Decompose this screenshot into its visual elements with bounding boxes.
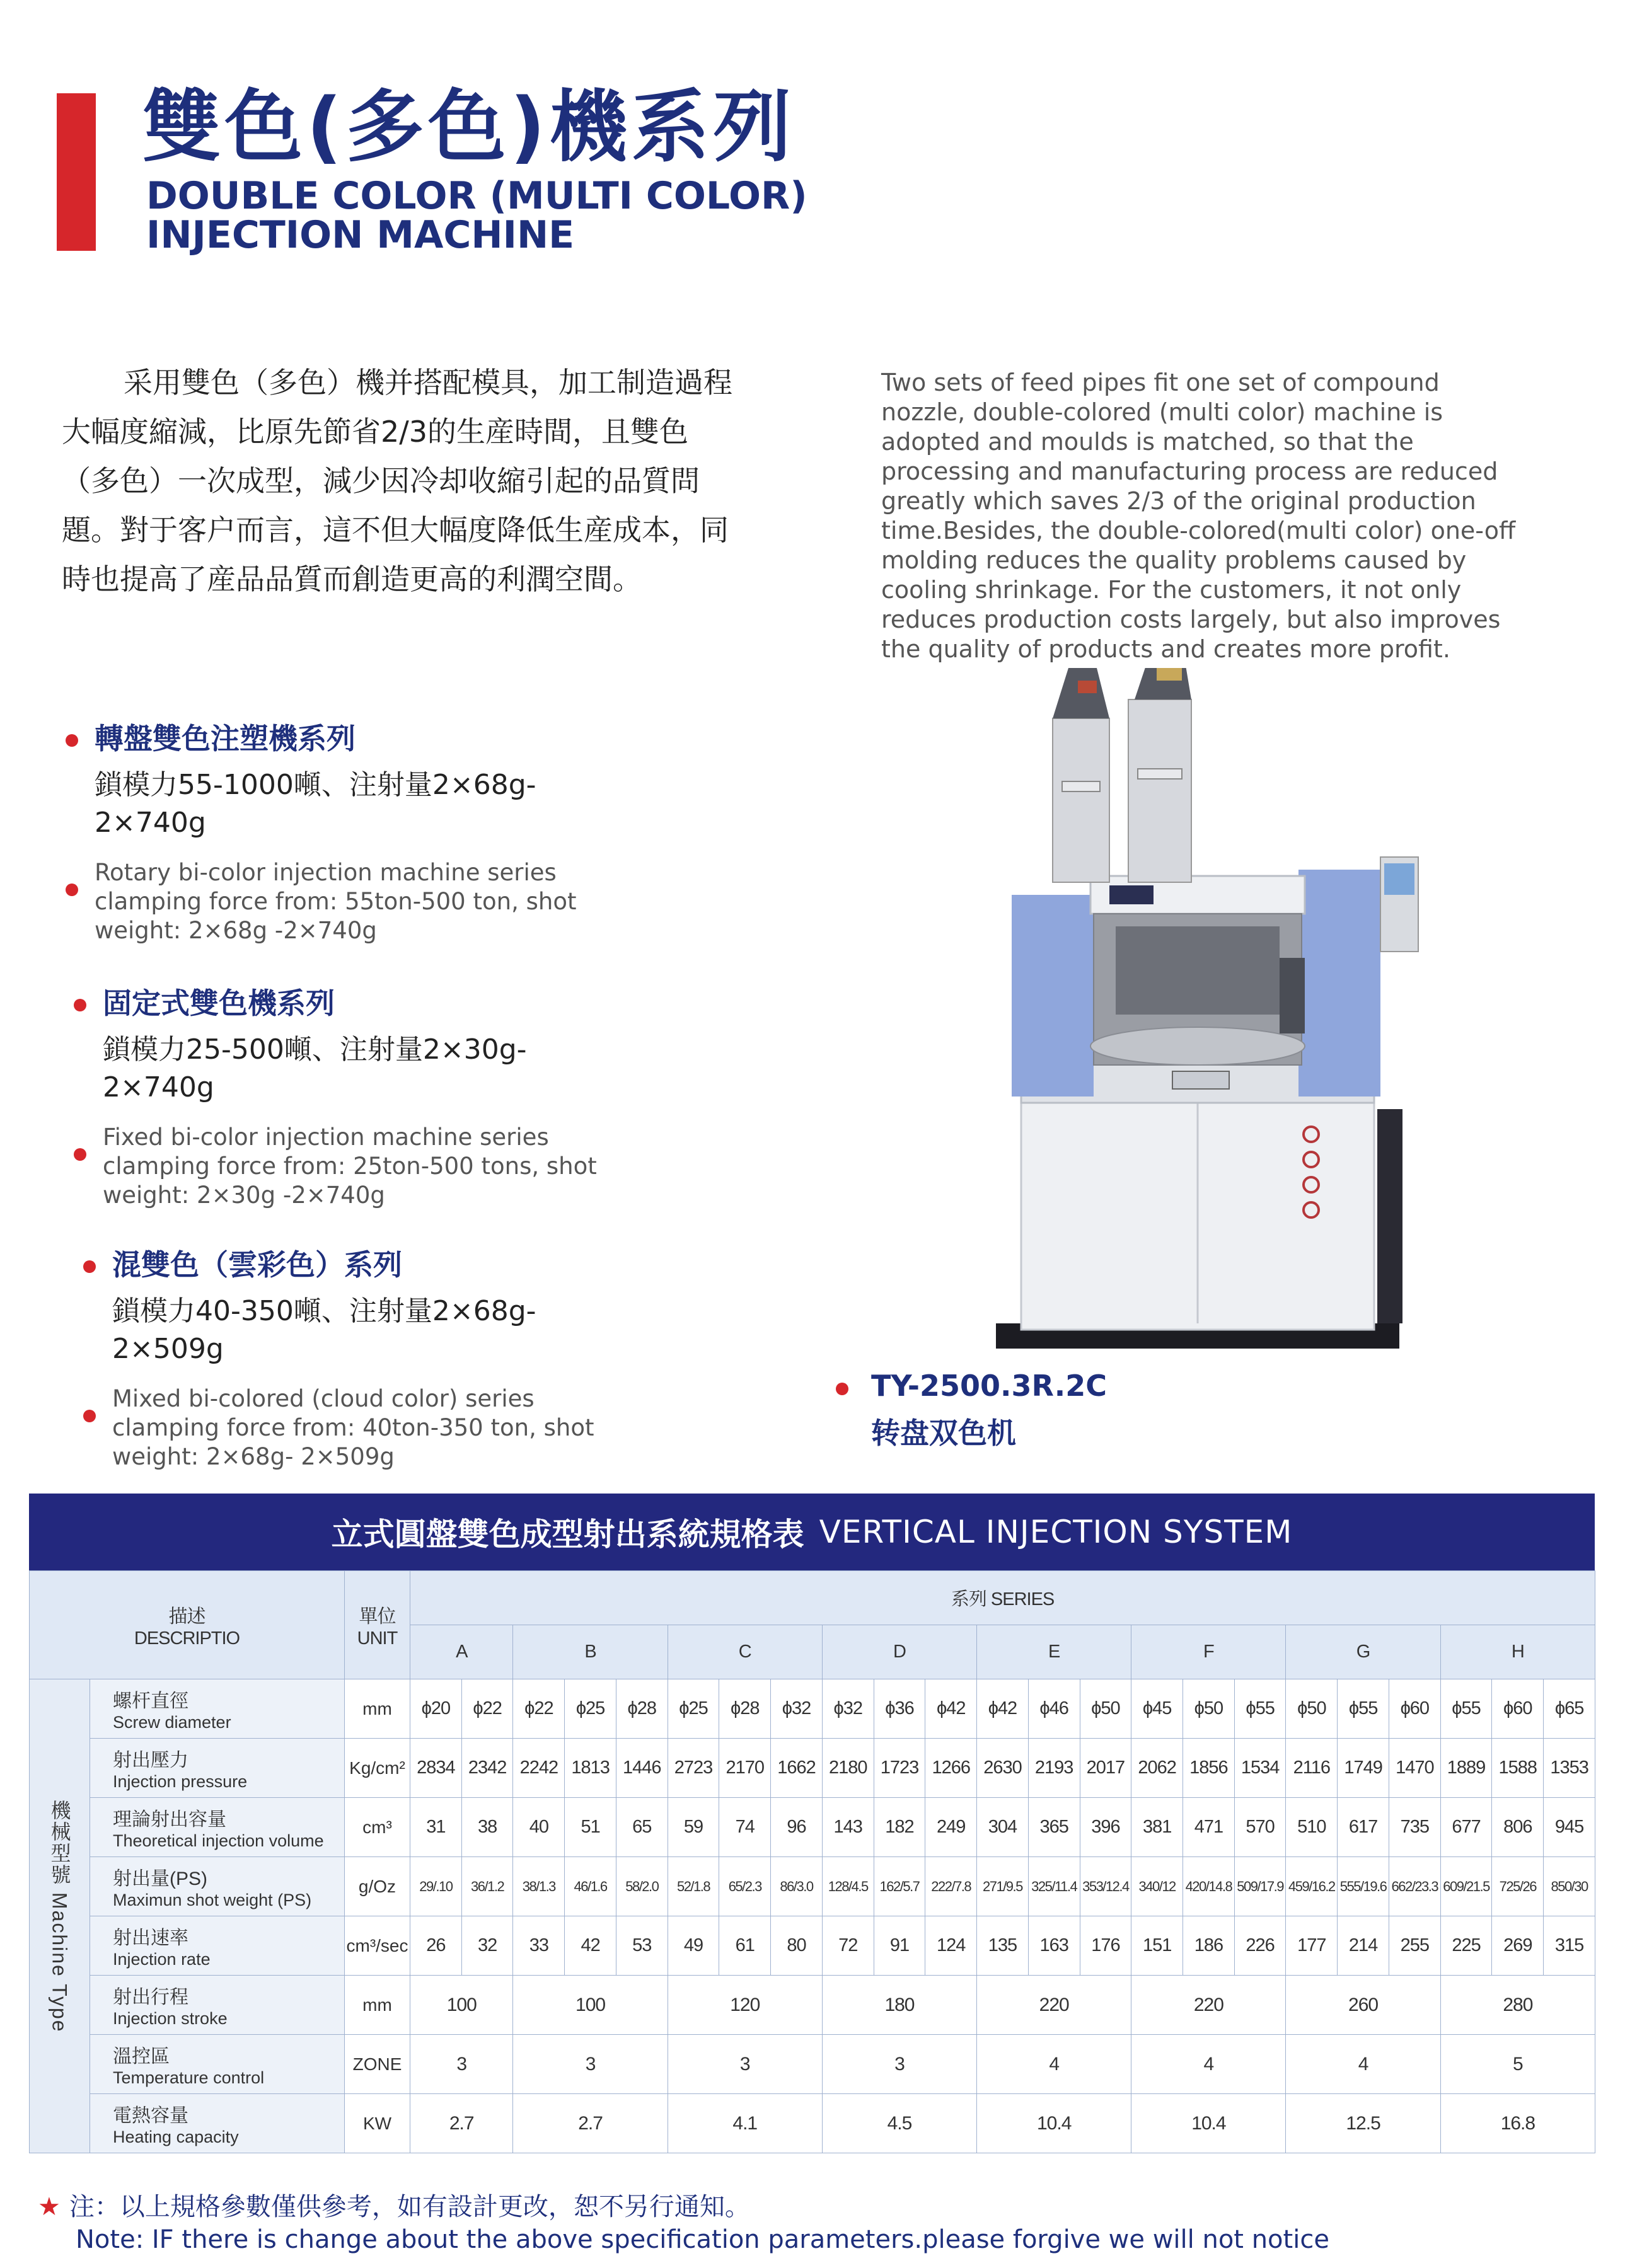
spec-cell: 163 <box>1028 1916 1080 1976</box>
spec-cell: 617 <box>1338 1798 1389 1857</box>
series-fixed <box>103 986 720 1210</box>
footnote-en: Note: IF there is change about the above specification parameters.please forgive we will not notice <box>76 2225 1329 2254</box>
row-unit: mm <box>345 1976 410 2035</box>
row-label: 射出量(PS) Maximun shot weight (PS) <box>90 1857 345 1916</box>
spec-cell: ϕ46 <box>1028 1679 1080 1739</box>
spec-cell: ϕ20 <box>410 1679 462 1739</box>
spec-cell: 1266 <box>925 1739 977 1798</box>
spec-cell: 1889 <box>1440 1739 1492 1798</box>
spec-cell: ϕ55 <box>1338 1679 1389 1739</box>
spec-cell: 420/14.8 <box>1183 1857 1235 1916</box>
spec-cell: 3 <box>822 2035 976 2094</box>
injection-machine-image <box>983 668 1425 1374</box>
spec-cell: 4 <box>1286 2035 1440 2094</box>
intro-text-cn: 采用雙色（多色）機并搭配模具，加工制造過程大幅度縮減，比原先節省2/3的生産時間，且雙色（多色）一次成型，減少因冷却收縮引起的品質問題。對于客户而言，這不但大幅度降低生産成本，同時也提高了産品品質而創造更高的利潤空間。 <box>62 366 732 596</box>
spec-cell: 806 <box>1492 1798 1544 1857</box>
spec-cell: 850/30 <box>1544 1857 1595 1916</box>
spec-cell: 180 <box>822 1976 976 2035</box>
bullet-icon <box>66 734 78 747</box>
spec-cell: ϕ28 <box>616 1679 668 1739</box>
series-mixed <box>112 1248 730 1471</box>
spec-cell: 53 <box>616 1916 668 1976</box>
spec-cell: 33 <box>513 1916 565 1976</box>
star-icon: ★ <box>38 2192 61 2221</box>
spec-cell: 65/2.3 <box>719 1857 771 1916</box>
row-label: 電熱容量 Heating capacity <box>90 2094 345 2153</box>
spec-cell: 29/.10 <box>410 1857 462 1916</box>
row-unit: Kg/cm² <box>345 1739 410 1798</box>
spec-cell: ϕ32 <box>771 1679 823 1739</box>
series-body-cn: 鎖模力40-350噸、注射量2×68g-2×509g <box>112 1295 536 1366</box>
spec-cell: 459/16.2 <box>1286 1857 1338 1916</box>
spec-cell: 10.4 <box>977 2094 1131 2153</box>
spec-cell: 162/5.7 <box>874 1857 925 1916</box>
spec-cell: 16.8 <box>1440 2094 1595 2153</box>
series-body-cn: 鎖模力25-500噸、注射量2×30g-2×740g <box>103 1033 527 1104</box>
spec-cell: 1856 <box>1183 1739 1235 1798</box>
spec-cell: 1588 <box>1492 1739 1544 1798</box>
spec-cell: 58/2.0 <box>616 1857 668 1916</box>
spec-cell: 2193 <box>1028 1739 1080 1798</box>
series-body-en: Fixed bi-color injection machine series clamping force from: 25ton-500 tons, shot weight: 2×30g -2×740g <box>103 1124 597 1209</box>
series-body-en: Mixed bi-colored (cloud color) series clamping force from: 40ton-350 ton, shot weight: 2×68g- 2×509g <box>112 1385 594 1471</box>
spec-cell: 280 <box>1440 1976 1595 2035</box>
spec-cell: 226 <box>1234 1916 1286 1976</box>
series-rotary <box>95 722 712 945</box>
spec-cell: 1470 <box>1389 1739 1440 1798</box>
series-body-en: Rotary bi-color injection machine series clamping force from: 55ton-500 ton, shot weight: 2×68g -2×740g <box>95 859 577 945</box>
spec-cell: 31 <box>410 1798 462 1857</box>
spec-cell: 124 <box>925 1916 977 1976</box>
spec-cell: 315 <box>1544 1916 1595 1976</box>
spec-cell: 2180 <box>822 1739 874 1798</box>
bullet-icon <box>74 999 86 1011</box>
row-label: 射出壓力 Injection pressure <box>90 1739 345 1798</box>
spec-cell: 3 <box>668 2035 822 2094</box>
spec-banner-cn: 立式圓盤雙色成型射出系統規格表 <box>331 1516 804 1553</box>
bullet-icon <box>74 1148 86 1161</box>
spec-cell: 177 <box>1286 1916 1338 1976</box>
spec-cell: ϕ28 <box>719 1679 771 1739</box>
spec-cell: 2630 <box>977 1739 1029 1798</box>
spec-cell: ϕ22 <box>513 1679 565 1739</box>
spec-cell: 38/1.3 <box>513 1857 565 1916</box>
spec-cell: 471 <box>1183 1798 1235 1857</box>
spec-cell: 340/12 <box>1131 1857 1183 1916</box>
series-group-header: D <box>822 1625 976 1679</box>
spec-cell: 365 <box>1028 1798 1080 1857</box>
spec-cell: 128/4.5 <box>822 1857 874 1916</box>
spec-cell: 100 <box>410 1976 513 2035</box>
spec-cell: 135 <box>977 1916 1029 1976</box>
spec-cell: ϕ36 <box>874 1679 925 1739</box>
row-unit: mm <box>345 1679 410 1739</box>
spec-cell: ϕ25 <box>668 1679 719 1739</box>
spec-cell: 269 <box>1492 1916 1544 1976</box>
series-heading-cn: 固定式雙色機系列 <box>103 986 335 1020</box>
spec-cell: 61 <box>719 1916 771 1976</box>
series-group-header: H <box>1440 1625 1595 1679</box>
spec-cell: 3 <box>513 2035 668 2094</box>
spec-cell: ϕ55 <box>1234 1679 1286 1739</box>
series-group-header: B <box>513 1625 668 1679</box>
spec-cell: 2062 <box>1131 1739 1183 1798</box>
spec-cell: 49 <box>668 1916 719 1976</box>
spec-cell: 10.4 <box>1131 2094 1286 2153</box>
spec-cell: 2170 <box>719 1739 771 1798</box>
spec-cell: 38 <box>461 1798 513 1857</box>
spec-cell: 36/1.2 <box>461 1857 513 1916</box>
machine-type-label: 機械型號 Machine Type <box>30 1679 90 2153</box>
spec-banner-en: VERTICAL INJECTION SYSTEM <box>819 1514 1293 1550</box>
spec-cell: 151 <box>1131 1916 1183 1976</box>
spec-cell: 2834 <box>410 1739 462 1798</box>
spec-table-banner <box>29 1494 1595 1570</box>
spec-cell: 1749 <box>1338 1739 1389 1798</box>
series-group-header: G <box>1286 1625 1440 1679</box>
spec-cell: 677 <box>1440 1798 1492 1857</box>
spec-cell: 100 <box>513 1976 668 2035</box>
spec-cell: 65 <box>616 1798 668 1857</box>
spec-cell: 91 <box>874 1916 925 1976</box>
spec-cell: ϕ22 <box>461 1679 513 1739</box>
spec-cell: 3 <box>410 2035 513 2094</box>
spec-cell: 381 <box>1131 1798 1183 1857</box>
spec-cell: ϕ42 <box>977 1679 1029 1739</box>
series-group-header: F <box>1131 1625 1286 1679</box>
spec-cell: 214 <box>1338 1916 1389 1976</box>
spec-cell: 2242 <box>513 1739 565 1798</box>
spec-cell: ϕ50 <box>1286 1679 1338 1739</box>
page-title-cn: 雙色(多色)機系列 <box>142 82 795 173</box>
spec-cell: ϕ25 <box>565 1679 616 1739</box>
spec-cell: 4.1 <box>668 2094 822 2153</box>
series-header: 系列 SERIES <box>410 1571 1595 1625</box>
spec-cell: 46/1.6 <box>565 1857 616 1916</box>
machine-name-cn: 转盘双色机 <box>871 1416 1016 1450</box>
spec-cell: 325/11.4 <box>1028 1857 1080 1916</box>
spec-cell: 40 <box>513 1798 565 1857</box>
spec-cell: 2.7 <box>513 2094 668 2153</box>
spec-cell: 120 <box>668 1976 822 2035</box>
spec-cell: 143 <box>822 1798 874 1857</box>
row-unit: cm³ <box>345 1798 410 1857</box>
spec-cell: 2017 <box>1080 1739 1131 1798</box>
spec-cell: 1813 <box>565 1739 616 1798</box>
row-unit: g/Oz <box>345 1857 410 1916</box>
page-title-en-line1: DOUBLE COLOR (MULTI COLOR) <box>146 174 807 218</box>
series-body-cn: 鎖模力55-1000噸、注射量2×68g-2×740g <box>95 769 536 839</box>
footnote-cn: ★ 注：以上規格參數僅供參考，如有設計更改，恕不另行通知。 <box>38 2192 750 2221</box>
series-group-header: E <box>977 1625 1131 1679</box>
spec-cell: 1662 <box>771 1739 823 1798</box>
spec-cell: 1353 <box>1544 1739 1595 1798</box>
spec-cell: 5 <box>1440 2035 1595 2094</box>
spec-cell: 662/23.3 <box>1389 1857 1440 1916</box>
desc-header: 描述 DESCRIPTIO <box>30 1571 345 1679</box>
page-title-en <box>146 174 807 258</box>
spec-cell: 42 <box>565 1916 616 1976</box>
bullet-icon <box>836 1383 848 1395</box>
spec-cell: 725/26 <box>1492 1857 1544 1916</box>
spec-cell: 220 <box>977 1976 1131 2035</box>
spec-cell: ϕ50 <box>1080 1679 1131 1739</box>
spec-cell: 555/19.6 <box>1338 1857 1389 1916</box>
spec-cell: ϕ55 <box>1440 1679 1492 1739</box>
spec-cell: 255 <box>1389 1916 1440 1976</box>
spec-cell: ϕ50 <box>1183 1679 1235 1739</box>
spec-cell: 59 <box>668 1798 719 1857</box>
series-heading-cn: 轉盤雙色注塑機系列 <box>95 722 356 756</box>
series-group-header: C <box>668 1625 822 1679</box>
spec-cell: 510 <box>1286 1798 1338 1857</box>
machine-caption <box>871 1369 1107 1452</box>
row-unit: KW <box>345 2094 410 2153</box>
spec-cell: 72 <box>822 1916 874 1976</box>
spec-cell: 51 <box>565 1798 616 1857</box>
footnote <box>38 2187 1329 2254</box>
unit-header: 單位 UNIT <box>345 1571 410 1679</box>
spec-cell: 353/12.4 <box>1080 1857 1131 1916</box>
spec-cell: ϕ45 <box>1131 1679 1183 1739</box>
spec-cell: 26 <box>410 1916 462 1976</box>
title-accent-bar <box>57 93 96 251</box>
spec-cell: ϕ60 <box>1492 1679 1544 1739</box>
series-heading-cn: 混雙色（雲彩色）系列 <box>112 1248 402 1282</box>
page-title-en-line2: INJECTION MACHINE <box>146 213 575 258</box>
intro-text-en: Two sets of feed pipes fit one set of compound nozzle, double-colored (multi color) machine is adopted and moulds is matched, so that the processing and manufacturing process are reduced greatly which saves 2/3 of the original production time.Besides, the double-colored(multi color) one-off molding reduces the quality problems caused by cooling shrinkage. For the customers, it not only reduces production costs largely, but also improves the quality of products and creates more profit. <box>881 369 1516 663</box>
spec-cell: 182 <box>874 1798 925 1857</box>
spec-cell: ϕ60 <box>1389 1679 1440 1739</box>
spec-cell: 304 <box>977 1798 1029 1857</box>
row-unit: cm³/sec <box>345 1916 410 1976</box>
spec-cell: 32 <box>461 1916 513 1976</box>
spec-cell: 2342 <box>461 1739 513 1798</box>
spec-cell: 249 <box>925 1798 977 1857</box>
spec-cell: ϕ32 <box>822 1679 874 1739</box>
row-label: 射出行程 Injection stroke <box>90 1976 345 2035</box>
spec-cell: 2.7 <box>410 2094 513 2153</box>
spec-cell: 222/7.8 <box>925 1857 977 1916</box>
row-label: 理論射出容量 Theoretical injection volume <box>90 1798 345 1857</box>
spec-cell: 1534 <box>1234 1739 1286 1798</box>
spec-cell: 96 <box>771 1798 823 1857</box>
spec-cell: 2116 <box>1286 1739 1338 1798</box>
spec-cell: 80 <box>771 1916 823 1976</box>
spec-cell: 4 <box>977 2035 1131 2094</box>
spec-cell: 2723 <box>668 1739 719 1798</box>
spec-cell: 225 <box>1440 1916 1492 1976</box>
bullet-icon <box>83 1260 96 1273</box>
spec-cell: 4 <box>1131 2035 1286 2094</box>
spec-table <box>29 1570 1595 2153</box>
spec-cell: 570 <box>1234 1798 1286 1857</box>
spec-cell: 945 <box>1544 1798 1595 1857</box>
row-label: 射出速率 Injection rate <box>90 1916 345 1976</box>
spec-cell: ϕ65 <box>1544 1679 1595 1739</box>
row-unit: ZONE <box>345 2035 410 2094</box>
spec-cell: 52/1.8 <box>668 1857 719 1916</box>
spec-cell: 260 <box>1286 1976 1440 2035</box>
spec-cell: 1446 <box>616 1739 668 1798</box>
spec-cell: 176 <box>1080 1916 1131 1976</box>
spec-cell: 396 <box>1080 1798 1131 1857</box>
spec-cell: 220 <box>1131 1976 1286 2035</box>
series-group-header: A <box>410 1625 513 1679</box>
row-label: 螺杆直徑 Screw diameter <box>90 1679 345 1739</box>
spec-cell: 735 <box>1389 1798 1440 1857</box>
spec-cell: 271/9.5 <box>977 1857 1029 1916</box>
spec-cell: 1723 <box>874 1739 925 1798</box>
spec-cell: 609/21.5 <box>1440 1857 1492 1916</box>
row-label: 溫控區 Temperature control <box>90 2035 345 2094</box>
spec-cell: 12.5 <box>1286 2094 1440 2153</box>
spec-cell: 74 <box>719 1798 771 1857</box>
bullet-icon <box>66 884 78 896</box>
spec-cell: ϕ42 <box>925 1679 977 1739</box>
machine-model: TY-2500.3R.2C <box>871 1369 1107 1403</box>
spec-cell: 4.5 <box>822 2094 976 2153</box>
spec-cell: 86/3.0 <box>771 1857 823 1916</box>
bullet-icon <box>83 1410 96 1422</box>
spec-cell: 509/17.9 <box>1234 1857 1286 1916</box>
spec-cell: 186 <box>1183 1916 1235 1976</box>
